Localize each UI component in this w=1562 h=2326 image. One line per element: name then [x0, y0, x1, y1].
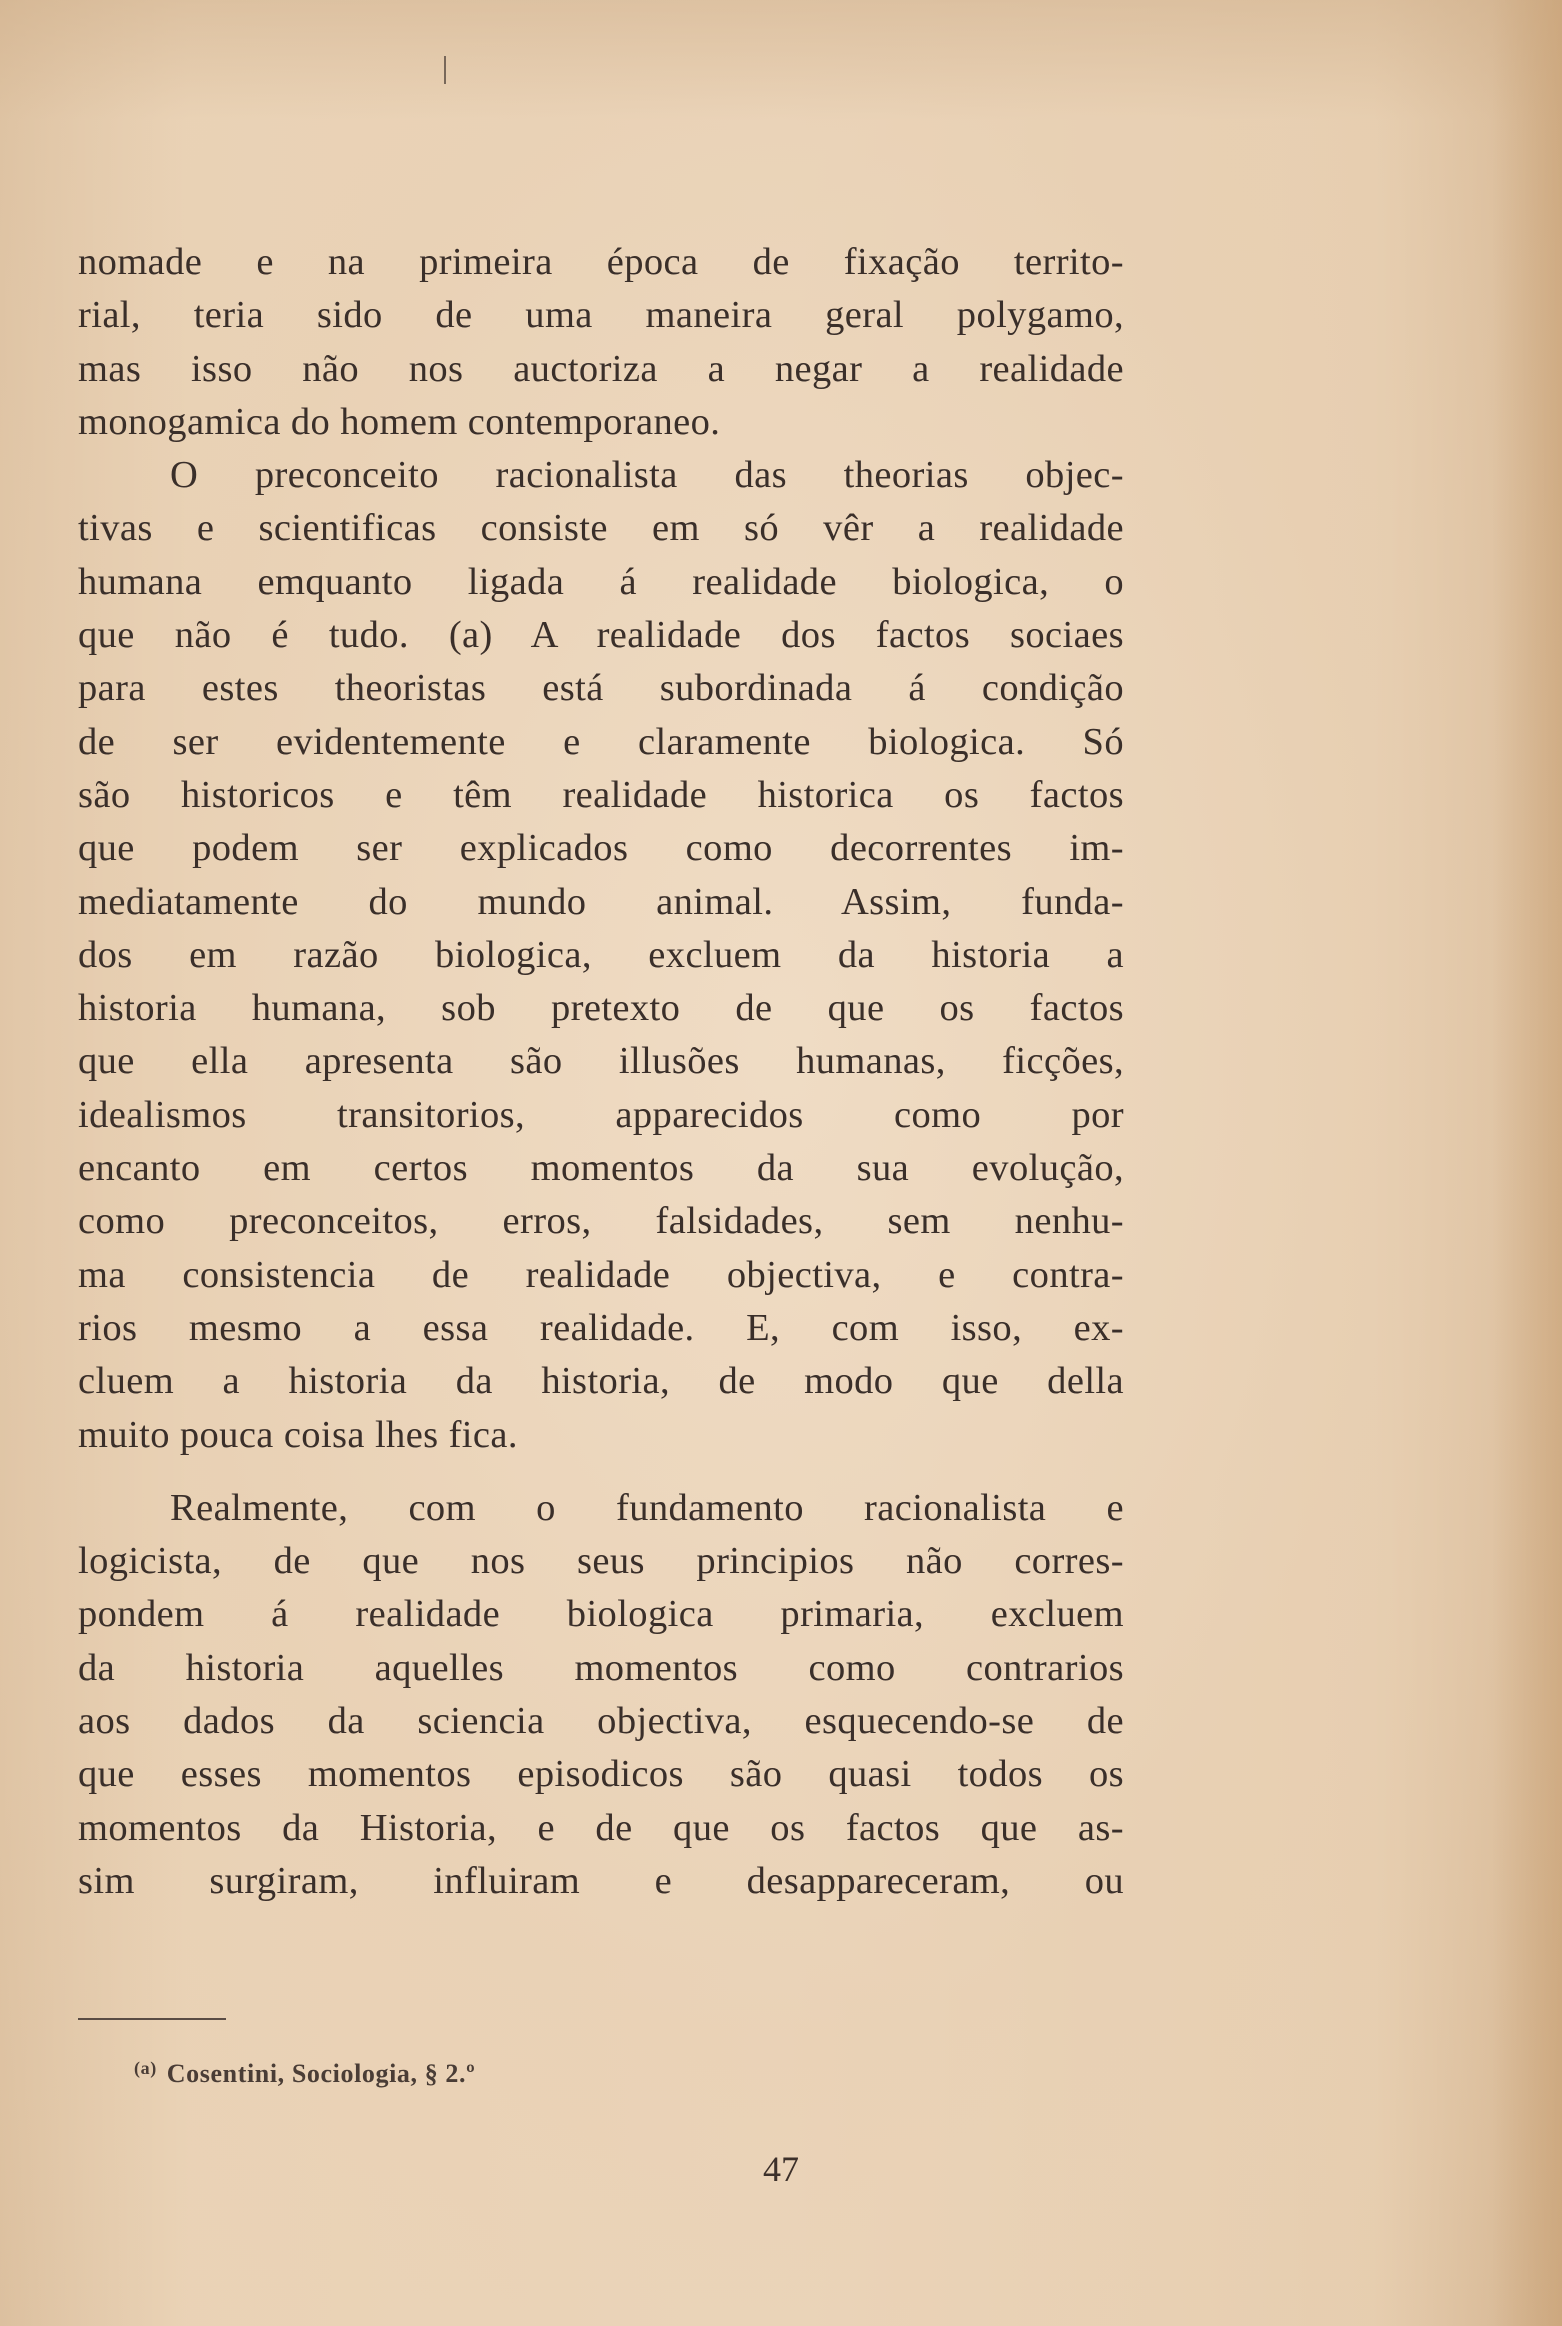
text-line: que ella apresenta são illusões humanas, ficções, [78, 1040, 1124, 1083]
text-line: pondem á realidade biologica primaria, excluem [78, 1593, 1124, 1636]
body-text [78, 236, 1124, 1908]
text-line: rial, teria sido de uma maneira geral polygamo, [78, 294, 1124, 337]
text-line: cluem a historia da historia, de modo que della [78, 1360, 1124, 1403]
footnote [134, 2058, 475, 2089]
page-aging-top [0, 0, 1562, 120]
text-line: de ser evidentemente e claramente biologica. Só [78, 720, 1124, 763]
text-line: que podem ser explicados como decorrentes im- [78, 827, 1124, 870]
page-aging-right [1492, 0, 1562, 2326]
text-line: rios mesmo a essa realidade. E, com isso, ex- [78, 1306, 1124, 1349]
text-line: para estes theoristas está subordinada á condição [78, 667, 1124, 710]
text-line: encanto em certos momentos da sua evolução, [78, 1147, 1124, 1190]
text-line: dos em razão biologica, excluem da historia a [78, 933, 1124, 976]
footnote-divider [78, 2018, 226, 2020]
text-line: logicista, de que nos seus principios não corres- [78, 1540, 1124, 1583]
text-line: momentos da Historia, e de que os factos que as- [78, 1806, 1124, 1849]
text-line: muito pouca coisa lhes fica. [78, 1413, 518, 1456]
text-line: sim surgiram, influiram e desappareceram, ou [78, 1859, 1124, 1902]
footnote-marker: (a) [134, 2058, 157, 2078]
text-line: aos dados da sciencia objectiva, esquecendo-se de [78, 1700, 1124, 1743]
ink-speck [444, 56, 446, 84]
text-line: que não é tudo. (a) A realidade dos factos sociaes [78, 614, 1124, 657]
text-line: monogamica do homem contemporaneo. [78, 400, 721, 443]
text-line: que esses momentos episodicos são quasi todos os [78, 1753, 1124, 1796]
text-line: como preconceitos, erros, falsidades, sem nenhu- [78, 1200, 1124, 1243]
text-line: idealismos transitorios, apparecidos como por [78, 1093, 1124, 1136]
text-line: tivas e scientificas consiste em só vêr a realidade [78, 507, 1124, 550]
text-line: nomade e na primeira época de fixação territo- [78, 241, 1124, 283]
text-line: O preconceito racionalista das theorias objec- [170, 454, 1124, 497]
text-line: mediatamente do mundo animal. Assim, funda- [78, 880, 1124, 923]
text-line: historia humana, sob pretexto de que os factos [78, 987, 1124, 1030]
text-line: da historia aquelles momentos como contrarios [78, 1646, 1124, 1689]
footnote-text: Cosentini, Sociologia, § 2.º [166, 2059, 476, 2088]
text-line: ma consistencia de realidade objectiva, e contra- [78, 1253, 1124, 1296]
text-line: Realmente, com o fundamento racionalista e [170, 1486, 1124, 1529]
page-number: 47 [763, 2149, 799, 2189]
text-line: humana emquanto ligada á realidade biologica, o [78, 560, 1124, 603]
text-line: mas isso não nos auctoriza a negar a realidade [78, 347, 1124, 390]
text-line: são historicos e têm realidade historica os factos [78, 773, 1124, 816]
